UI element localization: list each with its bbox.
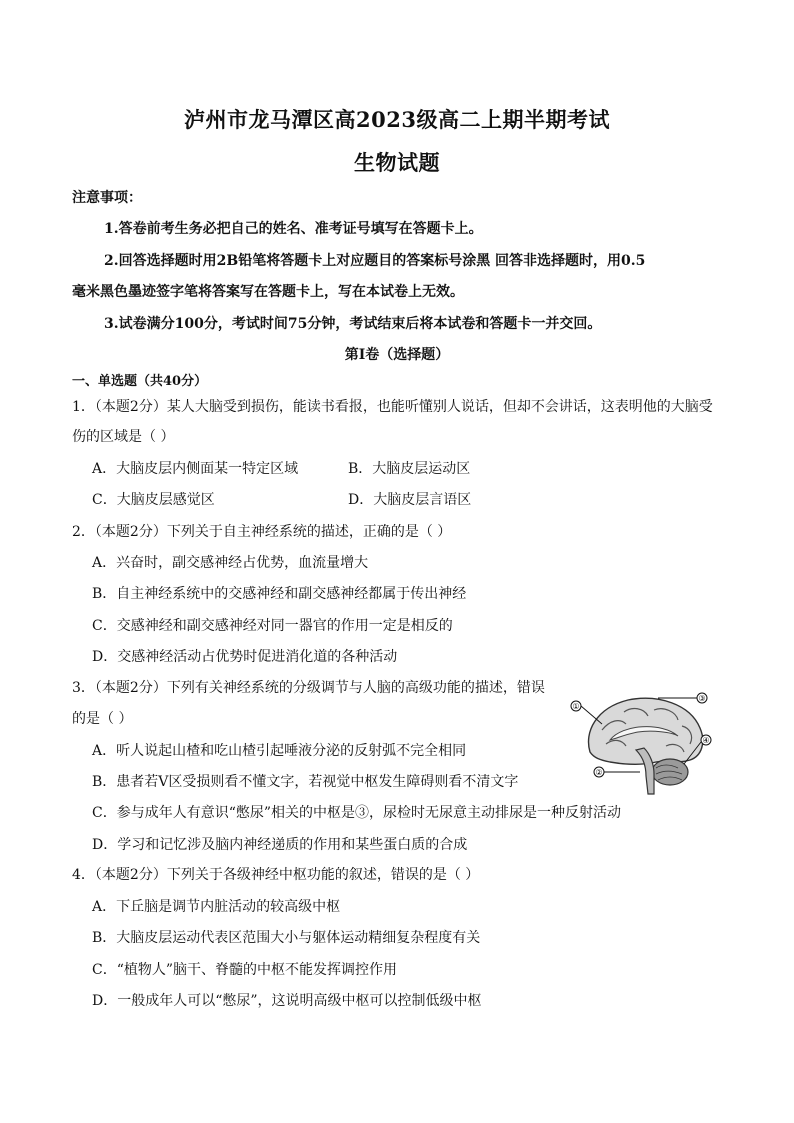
q2-option-a[interactable]: A．兴奋时，副交感神经占优势，血流量增大	[92, 555, 369, 571]
q3-option-b[interactable]: B．患者若V区受损则看不懂文字，若视觉中枢发生障碍则看不清文字	[92, 774, 519, 790]
notice-heading: 注意事项：	[72, 190, 142, 206]
figure-label-3: ③	[698, 694, 706, 703]
q1-option-a[interactable]: A．大脑皮层内侧面某一特定区域	[92, 461, 299, 477]
section-title: 一、单选题（共40分）	[72, 374, 208, 389]
part-title: 第Ⅰ卷（选择题）	[344, 347, 450, 363]
notice-item-2-cont: 毫米黑色墨迹签字笔将答案写在答题卡上，写在本试卷上无效。	[72, 284, 464, 300]
q3-option-a[interactable]: A．听人说起山楂和吃山楂引起唾液分泌的反射弧不完全相同	[92, 743, 467, 759]
q4-option-d[interactable]: D．一般成年人可以“憋尿”，这说明高级中枢可以控制低级中枢	[92, 993, 482, 1009]
notice-item-2: 2.回答选择题时用2B铅笔将答题卡上对应题目的答案标号涂黑 回答非选择题时，用0.5	[104, 253, 646, 269]
q3-stem-cont: 的是（ ）	[72, 711, 133, 727]
q1-stem: 1．（本题2分）某人大脑受到损伤，能读书看报，也能听懂别人说话，但却不会讲话，这表明他的大脑受	[72, 399, 713, 415]
notice-item-1: 1.答卷前考生务必把自己的姓名、准考证号填写在答题卡上。	[104, 221, 483, 237]
q3-option-d[interactable]: D．学习和记忆涉及脑内神经递质的作用和某些蛋白质的合成	[92, 837, 468, 853]
q2-option-d[interactable]: D．交感神经活动占优势时促进消化道的各种活动	[92, 649, 398, 665]
q2-option-b[interactable]: B．自主神经系统中的交感神经和副交感神经都属于传出神经	[92, 586, 467, 602]
figure-label-4: ④	[702, 736, 710, 745]
q3-stem: 3．（本题2分）下列有关神经系统的分级调节与人脑的高级功能的描述，错误	[72, 680, 545, 696]
q4-option-c[interactable]: C．“植物人”脑干、脊髓的中枢不能发挥调控作用	[92, 962, 398, 978]
q4-stem: 4．（本题2分）下列关于各级神经中枢功能的叙述，错误的是（ ）	[72, 867, 480, 883]
figure-label-1: ①	[572, 702, 580, 711]
notice-item-3: 3.试卷满分100分，考试时间75分钟，考试结束后将本试卷和答题卡一并交回。	[104, 316, 602, 332]
q1-option-c[interactable]: C．大脑皮层感觉区	[92, 492, 215, 508]
q3-option-c[interactable]: C．参与成年人有意识“憋尿”相关的中枢是③，尿检时无尿意主动排尿是一种反射活动	[92, 805, 622, 821]
exam-title: 泸州市龙马潭区高2023级高二上期半期考试	[184, 107, 610, 132]
brain-diagram	[566, 690, 718, 802]
q2-stem: 2．（本题2分）下列关于自主神经系统的描述，正确的是（ ）	[72, 524, 452, 540]
q1-option-d[interactable]: D．大脑皮层言语区	[348, 492, 472, 508]
q1-stem-cont: 伤的区域是（ ）	[72, 429, 175, 445]
figure-label-2: ②	[595, 768, 603, 777]
q4-option-b[interactable]: B．大脑皮层运动代表区范围大小与躯体运动精细复杂程度有关	[92, 930, 481, 946]
exam-subtitle: 生物试题	[354, 150, 440, 175]
q4-option-a[interactable]: A．下丘脑是调节内脏活动的较高级中枢	[92, 899, 341, 915]
q2-option-c[interactable]: C．交感神经和副交感神经对同一器官的作用一定是相反的	[92, 618, 453, 634]
q1-option-b[interactable]: B．大脑皮层运动区	[348, 461, 471, 477]
